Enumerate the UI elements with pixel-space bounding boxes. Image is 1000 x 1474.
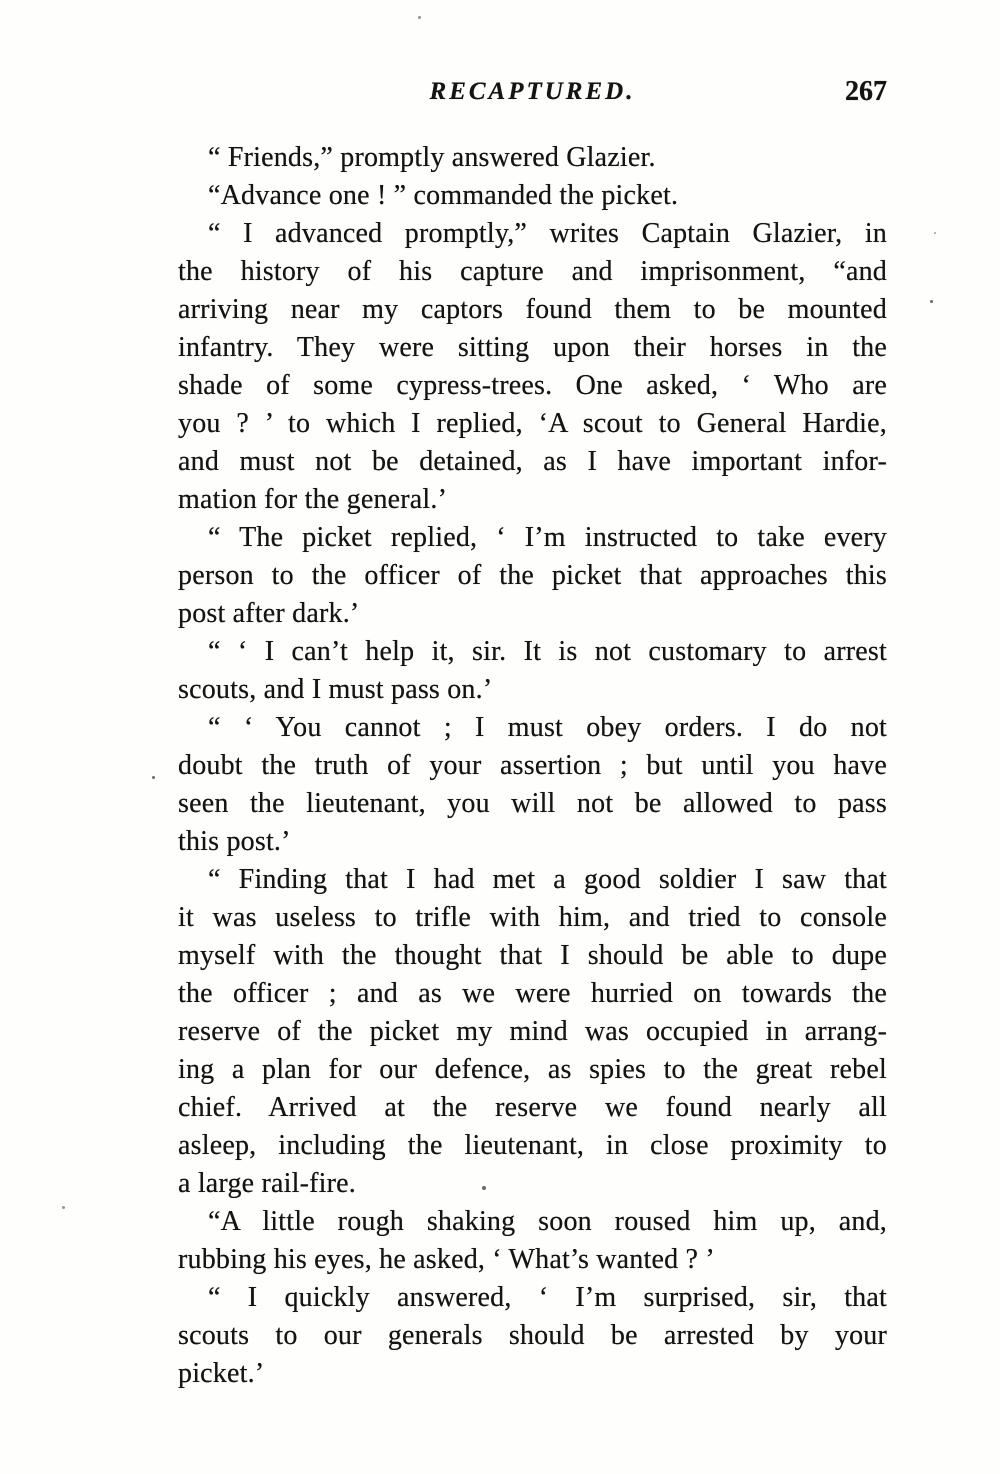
text-line: reserve of the picket my mind was occupied in arrang- <box>178 1016 887 1047</box>
text-line: “ ‘ I can’t help it, sir. It is not customary to arrest <box>208 636 887 667</box>
text-line: asleep, including the lieutenant, in close proximity to <box>178 1130 887 1161</box>
text-line: scouts, and I must pass on.’ <box>178 674 493 705</box>
page-number: 267 <box>845 76 887 107</box>
scan-speck <box>930 300 933 303</box>
text-line: “ I advanced promptly,” writes Captain Glazier, in <box>208 218 887 249</box>
scan-speck <box>418 16 421 19</box>
text-line: “A little rough shaking soon roused him up, and, <box>208 1206 887 1237</box>
text-line: and must not be detained, as I have important infor- <box>178 446 887 477</box>
body-text <box>178 139 887 1393</box>
text-line: chief. Arrived at the reserve we found nearly all <box>178 1092 887 1123</box>
text-line: “ Finding that I had met a good soldier I saw that <box>208 864 887 895</box>
text-line: a large rail-fire. <box>178 1168 356 1199</box>
text-line: this post.’ <box>178 826 291 857</box>
text-line: doubt the truth of your assertion ; but until you have <box>178 750 887 781</box>
text-line: scouts to our generals should be arrested by your <box>178 1320 887 1351</box>
text-line: seen the lieutenant, you will not be allowed to pass <box>178 788 887 819</box>
scan-speck <box>152 776 155 779</box>
text-line: you ? ’ to which I replied, ‘A scout to General Hardie, <box>178 408 887 439</box>
running-title: RECAPTURED. <box>429 78 636 105</box>
scan-speck <box>482 1186 486 1190</box>
text-line: arriving near my captors found them to be mounted <box>178 294 887 325</box>
text-line: the officer ; and as we were hurried on towards the <box>178 978 887 1009</box>
text-line: picket.’ <box>178 1358 265 1389</box>
text-line: person to the officer of the picket that approaches this <box>178 560 887 591</box>
text-line: “ Friends,” promptly answered Glazier. <box>208 142 656 173</box>
text-line: rubbing his eyes, he asked, ‘ What’s wanted ? ’ <box>178 1244 715 1275</box>
text-line: post after dark.’ <box>178 598 360 629</box>
text-line: “ The picket replied, ‘ I’m instructed to take every <box>208 522 887 553</box>
scan-speck <box>62 1206 65 1209</box>
text-line: the history of his capture and imprisonment, “and <box>178 256 887 287</box>
scan-speck <box>934 232 936 234</box>
text-line: shade of some cypress-trees. One asked, ‘ Who are <box>178 370 887 401</box>
text-line: it was useless to trifle with him, and tried to console <box>178 902 887 933</box>
page-header <box>178 78 887 108</box>
text-line: “ ‘ You cannot ; I must obey orders. I do not <box>208 712 887 743</box>
text-line: mation for the general.’ <box>178 484 448 515</box>
text-line: ing a plan for our defence, as spies to the great rebel <box>178 1054 887 1085</box>
text-line: “Advance one ! ” commanded the picket. <box>208 180 679 211</box>
text-line: myself with the thought that I should be able to dupe <box>178 940 887 971</box>
text-line: “ I quickly answered, ‘ I’m surprised, sir, that <box>208 1282 887 1313</box>
text-line: infantry. They were sitting upon their horses in the <box>178 332 887 363</box>
